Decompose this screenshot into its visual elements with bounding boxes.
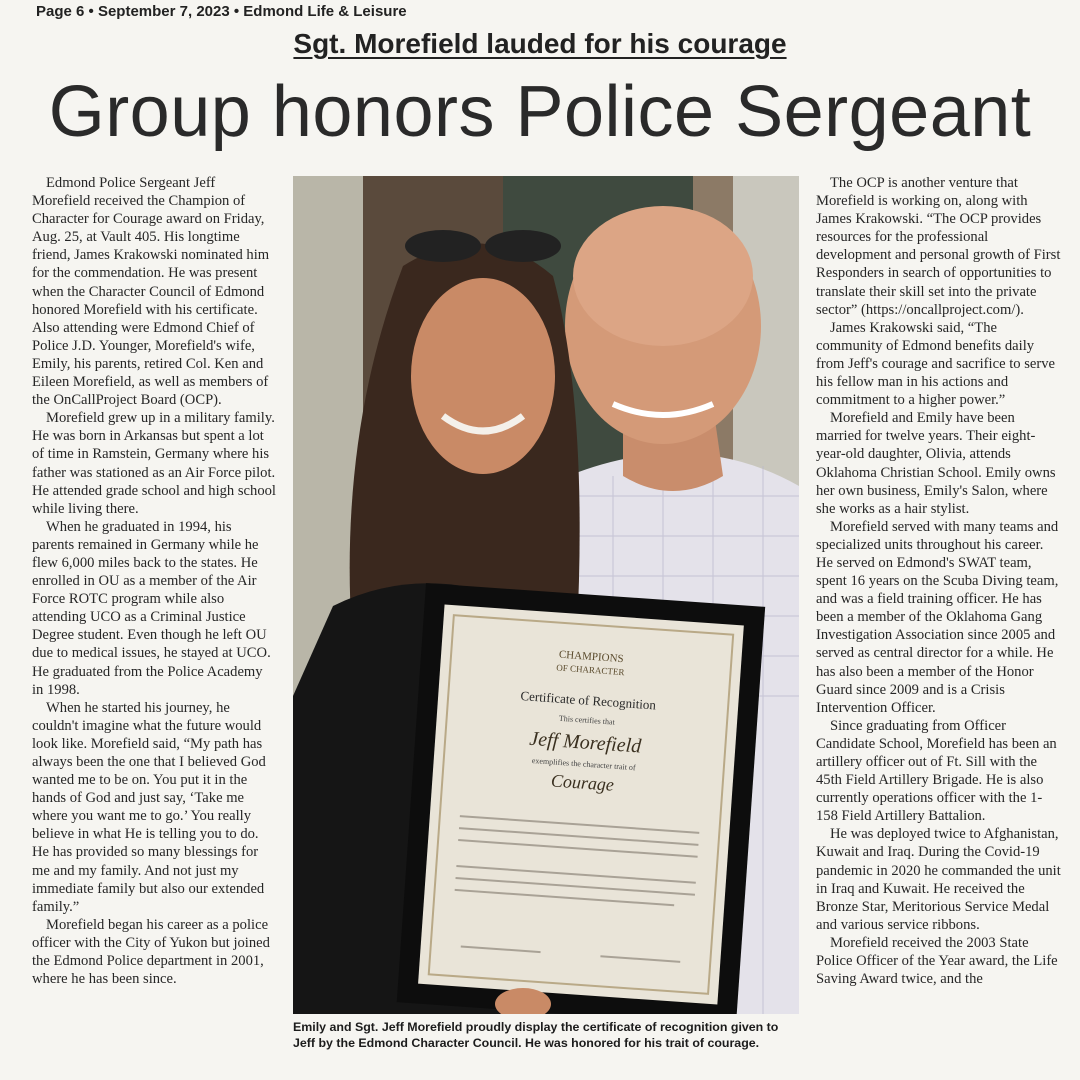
article-paragraph: When he started his journey, he couldn't imagine what the future would look like. Morefield said, “My path has always been the one that I believed God wanted me to be on. You put it in the hands of God and just say, ‘Take me where you want me to go.’ You really believe in what He is telling you to do. He has provided so many blessings for me and my family. And not just my immediate family but also our extended family.” bbox=[32, 699, 266, 915]
article-paragraph: Edmond Police Sergeant Jeff Morefield received the Champion of Character for Courage award on Friday, Aug. 25, at Vault 405. His longtime friend, James Krakowski nominated him for the commendation. He was present when the Character Council of Edmond honored Morefield with his certificate. Also attending were Edmond Chief of Police J.D. Younger, Morefield's wife, Emily, his parents, retired Col. Ken and Eileen Morefield, as well as members of the OnCallProject Board (OCP). bbox=[32, 175, 270, 409]
certificate-org-line2: OF CHARACTER bbox=[555, 662, 625, 678]
article-paragraph: Morefield grew up in a military family. He was born in Arkansas but spent a lot of time in Ramstein, Germany where his father was stationed as an Air Force pilot. He attended grade school and high school while living there. bbox=[32, 410, 276, 517]
kicker-headline: Sgt. Morefield lauded for his courage bbox=[293, 28, 787, 59]
article-paragraph: When he graduated in 1994, his parents remained in Germany while he flew 6,000 miles back to the states. He enrolled in OU as a member of the Air Force ROTC program while also attending UCO as a Criminal Justice Degree student. Even though he left OU due to medical issues, he stayed at UCO. He graduated from the Police Academy in 1998. bbox=[32, 518, 271, 698]
certificate-name: Jeff Morefield bbox=[528, 727, 642, 758]
certificate-presented-to: This certifies that bbox=[558, 713, 616, 727]
certificate-title: Certificate of Recognition bbox=[520, 688, 657, 713]
article-paragraph: The OCP is another venture that Morefield is working on, along with James Krakowski. “The OCP provides resources for the professional development and personal growth of First Responders in search of opportunities to translate their skill set into the private sector” (https://oncallproject.com/). bbox=[816, 175, 1061, 318]
certificate-trait-intro: exemplifies the character trait of bbox=[531, 756, 636, 773]
article-paragraph: Morefield received the 2003 State Police Officer of the Year award, the Life Saving Award twice, and the bbox=[816, 934, 1058, 988]
article-paragraph: He was deployed twice to Afghanistan, Kuwait and Iraq. During the Covid-19 pandemic in 2020 he commanded the unit in Iraq and Kuwait. He received the Bronze Star, Meritorious Service Medal and various service ribbons. bbox=[816, 826, 1061, 933]
article-paragraph: Morefield began his career as a police officer with the City of Yukon but joined the Edmond Police department in 2001, where he has been since. bbox=[32, 916, 270, 988]
article-paragraph: Since graduating from Officer Candidate School, Morefield has been an artillery officer out of Ft. Sill with the 45th Field Artillery Brigade. He is also currently operations officer with the 1-158 Field Artillery Battalion. bbox=[816, 717, 1057, 825]
article-paragraph: Morefield served with many teams and specialized units throughout his career. He served on Edmond's SWAT team, spent 16 years on the Scuba Diving team, and was a field training officer. He has been a member of the Oklahoma Gang Investigation Association since 2005 and served as central director for a while. He has also been a member of the Honor Guard since 2009 and is a Crisis Intervention Officer. bbox=[816, 518, 1059, 716]
photo-caption: Emily and Sgt. Jeff Morefield proudly display the certificate of recognition given to Jeff by the Edmond Character Council. He was honored for his trait of courage. bbox=[293, 1020, 779, 1050]
page-folio: Page 6 • September 7, 2023 • Edmond Life & Leisure bbox=[36, 3, 407, 20]
article-left-column bbox=[32, 174, 276, 1080]
article-right-column bbox=[816, 174, 1062, 1080]
article-paragraph: Morefield and Emily have been married for twelve years. Their eight-year-old daughter, Olivia, attends Oklahoma Christian School. Emily owns her own business, Emily's Salon, where she works as a hair stylist. bbox=[816, 410, 1056, 517]
main-headline: Group honors Police Sergeant bbox=[48, 72, 1032, 152]
article-photo bbox=[293, 176, 799, 1014]
certificate-trait: Courage bbox=[550, 770, 615, 795]
certificate-org-line1: CHAMPIONS bbox=[558, 648, 625, 666]
article-paragraph: James Krakowski said, “The community of Edmond benefits daily from Jeff's courage and sacrifice to serve his fellow man in his actions and commitment to a higher power.” bbox=[816, 319, 1055, 409]
